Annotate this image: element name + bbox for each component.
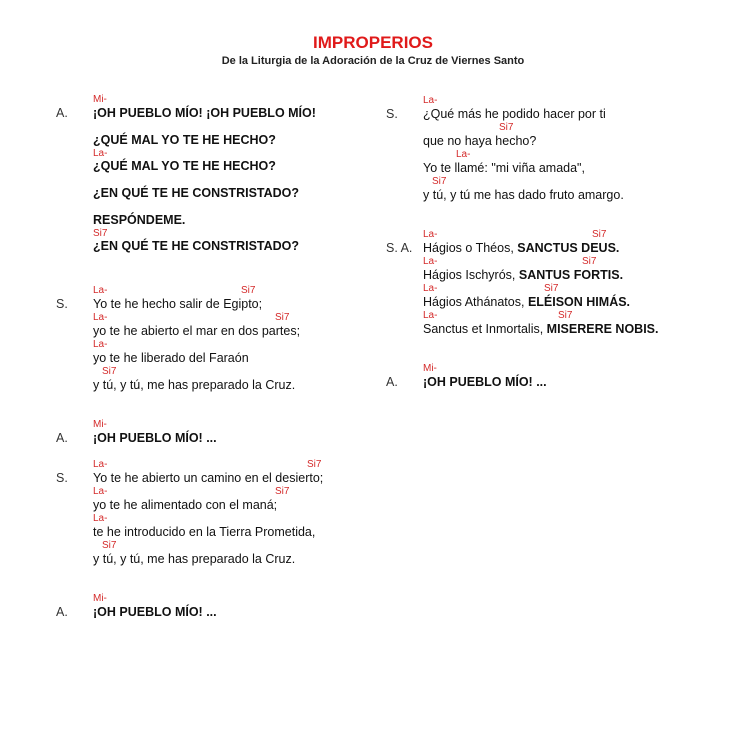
lyric-line: yo te he liberado del Faraón [93,351,249,365]
lyric-line: Yo te llamé: "mi viña amada", [423,161,585,175]
lyric-line: Yo te he hecho salir de Egipto; [93,297,263,311]
chord: Si7 [544,283,559,294]
latin-text: MISERERE NOBIS. [546,322,659,336]
greek-text: Sanctus et Inmortalis, [423,322,547,336]
lyric-line: ¡OH PUEBLO MÍO! ... [93,431,217,445]
lyric-line: que no haya hecho? [423,134,537,148]
page-subtitle: De la Liturgia de la Adoración de la Cruz de Viernes Santo [221,55,525,67]
chord: La- [93,148,108,159]
lyric-line: yo te he alimentado con el maná; [93,498,278,512]
lyric-line: y tú, y tú me has dado fruto amargo. [423,188,624,202]
lyric-line: ¡OH PUEBLO MÍO! ... [93,605,217,619]
role-label: S. [386,107,398,121]
chord: La- [423,95,438,106]
greek-text: Hágios o Théos, [423,241,518,255]
chord: Si7 [275,486,290,497]
chord: La- [93,312,108,323]
lyric-line [423,295,630,309]
chord: Si7 [241,285,256,296]
lyric-line: ¿Qué más he podido hacer por ti [423,107,606,121]
role-label: S. A. [386,241,413,255]
page-title: IMPROPERIOS [313,33,433,52]
chord: Mi- [93,94,107,105]
role-label: A. [56,106,68,120]
lyric-line: y tú, y tú, me has preparado la Cruz. [93,552,296,566]
lyric-line [423,322,659,336]
chord: Si7 [93,228,108,239]
role-label: S. [56,297,68,311]
chord: Si7 [432,176,447,187]
chord: La- [93,513,108,524]
chord: La- [93,285,108,296]
chord: Si7 [275,312,290,323]
chord: La- [93,486,108,497]
chord: Si7 [102,366,117,377]
role-label: A. [56,431,68,445]
greek-text: Hágios Athánatos, [423,295,528,309]
lyric-line: y tú, y tú, me has preparado la Cruz. [93,378,296,392]
lyric-line: ¿QUÉ MAL YO TE HE HECHO? [93,159,276,173]
lyric-line: ¡OH PUEBLO MÍO! ¡OH PUEBLO MÍO! [93,106,316,120]
lyric-line [423,268,623,282]
chord: Si7 [102,540,117,551]
latin-text: ELÉISON HIMÁS. [527,295,631,309]
chord: Si7 [307,459,322,470]
chord: Mi- [93,419,107,430]
chord: La- [93,339,108,350]
lyric-line: ¿QUÉ MAL YO TE HE HECHO? [93,133,276,147]
lyric-line: RESPÓNDEME. [93,213,186,227]
chord: La- [423,310,438,321]
role-label: A. [56,605,68,619]
lyric-line: ¡OH PUEBLO MÍO! ... [423,375,547,389]
chord: La- [423,256,438,267]
chord: La- [93,459,108,470]
role-label: A. [386,375,398,389]
chord: Si7 [558,310,573,321]
lyric-line: ¿EN QUÉ TE HE CONSTRISTADO? [93,186,300,200]
role-label: S. [56,471,68,485]
lyric-line: te he introducido en la Tierra Prometida, [93,525,316,539]
chord: La- [423,283,438,294]
latin-text: SANTUS FORTIS. [518,268,624,282]
greek-text: Hágios Ischyrós, [423,268,519,282]
chord: Mi- [93,593,107,604]
lyric-line: Yo te he abierto un camino en el desierto; [93,471,324,485]
chord: La- [456,149,471,160]
chord: Si7 [499,122,514,133]
chord: Si7 [582,256,597,267]
lyric-line [423,241,619,255]
chord: Mi- [423,363,437,374]
chord: La- [423,229,438,240]
lyric-line: yo te he abierto el mar en dos partes; [93,324,301,338]
chord: Si7 [592,229,607,240]
latin-text: SANCTUS DEUS. [517,241,620,255]
lyric-line: ¿EN QUÉ TE HE CONSTRISTADO? [93,239,300,253]
